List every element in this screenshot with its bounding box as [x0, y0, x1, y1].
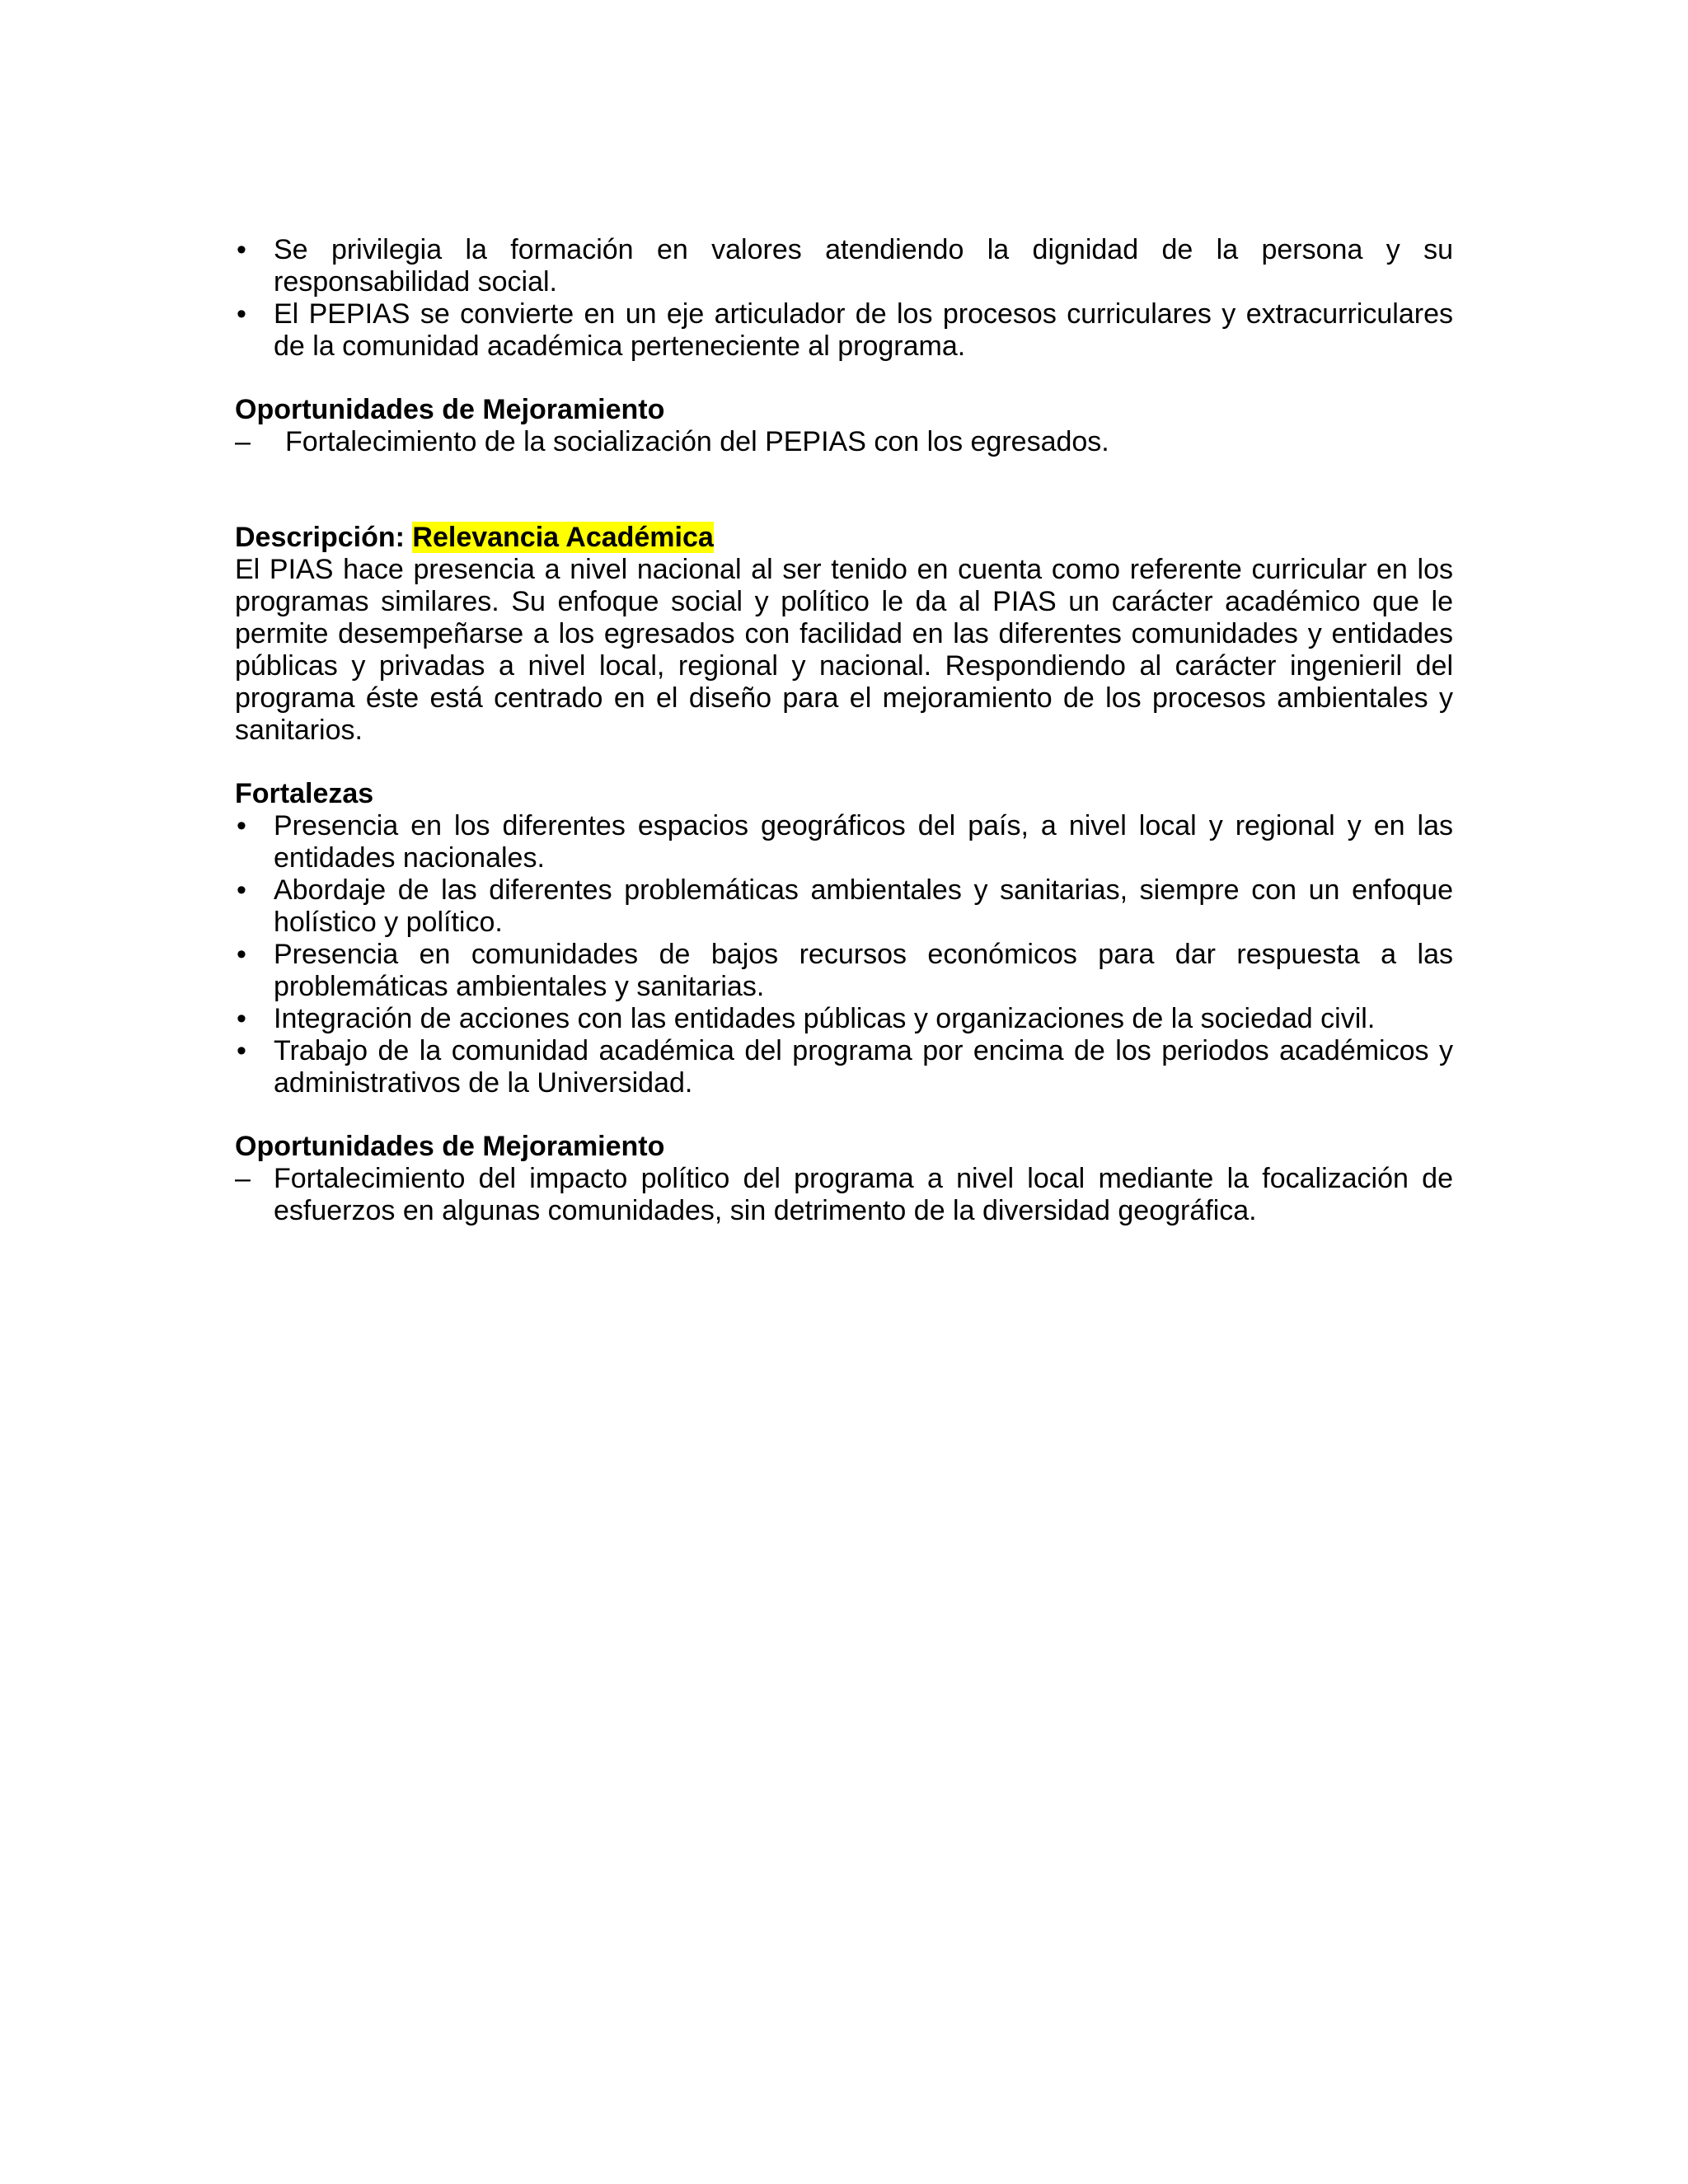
opportunities-list — [235, 1163, 1453, 1227]
description-heading — [235, 522, 1453, 554]
bullet-marker: • — [237, 874, 246, 906]
document-page — [235, 234, 1453, 1227]
list-item — [235, 298, 1453, 363]
list-item-text: Se privilegia la formación en valores atendiendo la dignidad de la persona y su responsabilidad social. — [274, 234, 1453, 298]
description-paragraph: El PIAS hace presencia a nivel nacional al ser tenido en cuenta como referente curricular en los programas similares. Su enfoque social y político le da al PIAS un carácter académico que le permite desempeñarse a los egresados con facilidad en las diferentes comunidades y entidades públicas y privadas a nivel local, regional y nacional. Respondiendo al carácter ingenieril del programa éste está centrado en el diseño para el mejoramiento de los procesos ambientales y sanitarios. — [235, 554, 1453, 746]
list-item-text: Fortalecimiento del impacto político del programa a nivel local mediante la focalización de esfuerzos en algunas comunidades, sin detrimento de la diversidad geográfica. — [274, 1163, 1453, 1226]
list-item — [235, 1035, 1453, 1099]
list-item — [235, 1003, 1453, 1035]
bullet-marker: • — [237, 234, 246, 265]
list-item — [235, 810, 1453, 874]
strengths-bullet-list — [235, 810, 1453, 1099]
list-item — [235, 234, 1453, 298]
list-item-text: El PEPIAS se convierte en un eje articulador de los procesos curriculares y extracurriculares de la comunidad académica perteneciente al programa. — [274, 298, 1453, 362]
list-item — [235, 1163, 1453, 1227]
list-item-text: Presencia en los diferentes espacios geográficos del país, a nivel local y regional y en las entidades nacionales. — [274, 810, 1453, 874]
list-item — [235, 874, 1453, 939]
opportunities-heading: Oportunidades de Mejoramiento — [235, 394, 665, 425]
list-item — [235, 426, 1453, 458]
description-title-highlight: Relevancia Académica — [412, 522, 714, 553]
bullet-marker: • — [237, 939, 246, 970]
list-item-text: Abordaje de las diferentes problemáticas ambientales y sanitarias, siempre con un enfoque holístico y político. — [274, 874, 1453, 938]
opportunities-list — [235, 426, 1453, 458]
strengths-heading: Fortalezas — [235, 778, 374, 809]
values-bullet-list — [235, 234, 1453, 363]
dash-marker: – — [235, 1163, 251, 1194]
list-item-text: Fortalecimiento de la socialización del PEPIAS con los egresados. — [285, 426, 1109, 457]
bullet-marker: • — [237, 1035, 246, 1066]
list-item-text: Presencia en comunidades de bajos recursos económicos para dar respuesta a las problemáticas ambientales y sanitarias. — [274, 939, 1453, 1002]
bullet-marker: • — [237, 1003, 246, 1034]
opportunities-heading: Oportunidades de Mejoramiento — [235, 1131, 665, 1162]
bullet-marker: • — [237, 298, 246, 330]
description-label: Descripción: — [235, 522, 405, 553]
bullet-marker: • — [237, 810, 246, 841]
list-item-text: Trabajo de la comunidad académica del programa por encima de los periodos académicos y administrativos de la Universidad. — [274, 1035, 1453, 1099]
dash-marker: – — [235, 426, 251, 457]
list-item-text: Integración de acciones con las entidades públicas y organizaciones de la sociedad civil. — [274, 1003, 1376, 1034]
list-item — [235, 939, 1453, 1003]
